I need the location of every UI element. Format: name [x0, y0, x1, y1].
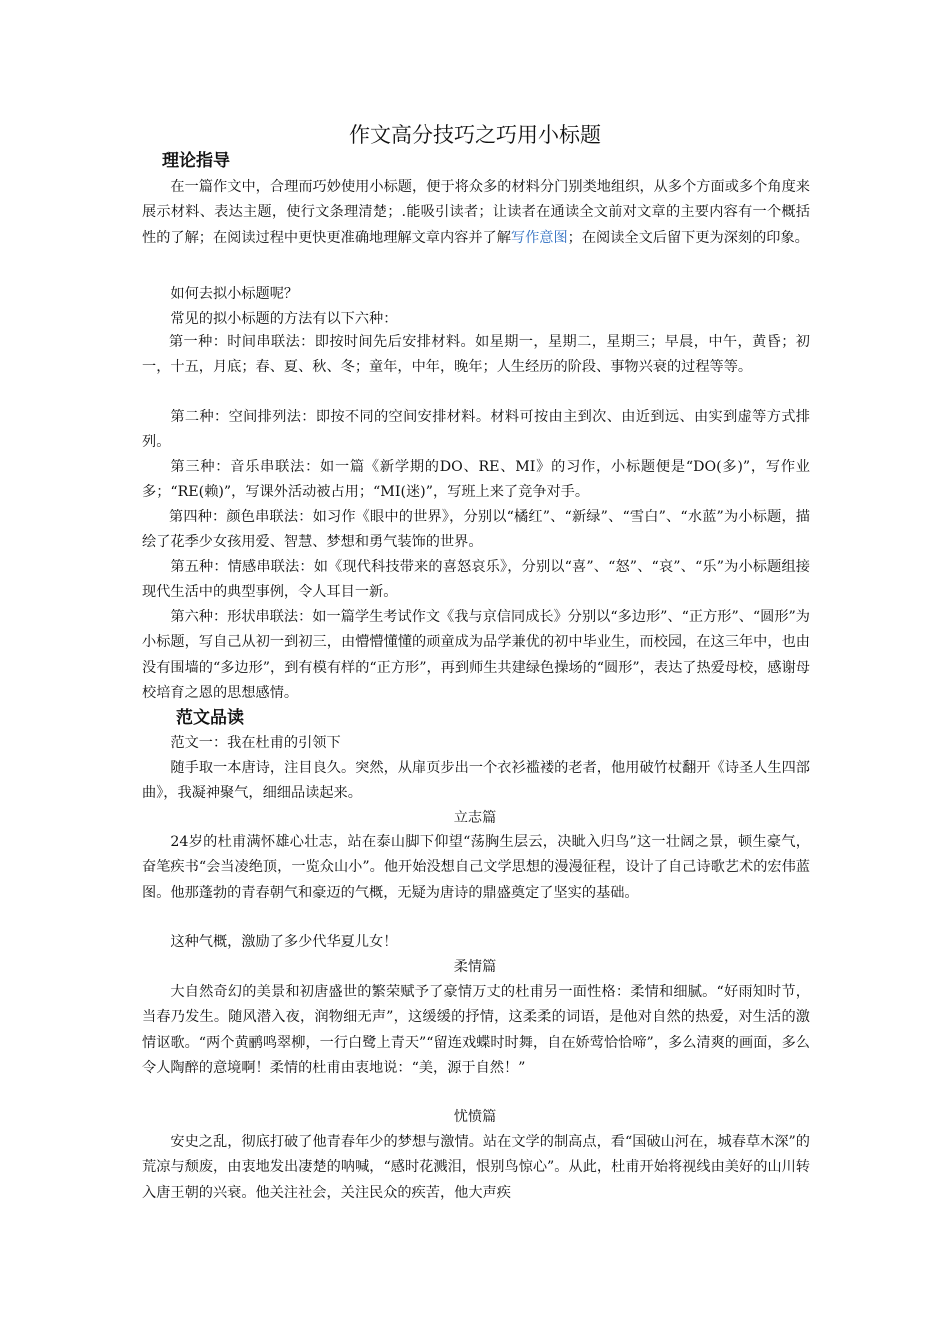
essay-part-text: 24岁的杜甫满怀雄心壮志，站在泰山脚下仰望“荡胸生层云，决眦入归鸟”这一壮阔之景，顿生豪气，奋笔疾书“会当凌绝顶，一览众山小”。他开始没想自己文学思想的漫漫征程，设计了自己诗歌艺术的宏伟蓝图。他那蓬勃的青春朝气和豪迈的气概，无疑为唐诗的鼎盛奠定了坚实的基础。	[142, 834, 810, 901]
essay-intro: 随手取一本唐诗，注目良久。突然，从扉页步出一个衣衫褴褛的老者，他用破竹杖翻开《诗圣人生四部曲》，我凝神聚气，细细品读起来。	[142, 760, 810, 802]
intro-tail: ；在阅读全文后留下更为深刻的印象。	[567, 229, 809, 246]
essay-part-remark: 这种气概，激励了多少代华夏儿女！	[170, 934, 398, 950]
essay-part-title: 柔情篇	[453, 959, 497, 975]
essay-part-text: 大自然奇幻的美景和初唐盛世的繁荣赋予了豪情万丈的杜甫另一面性格：柔情和细腻。“好雨知时节，当春乃发生。随风潜入夜，润物细无声”，这缓缓的抒情，这柔柔的词语，是他对自然的热爱，对生活的激情讴歌。“两个黄鹂鸣翠柳，一行白鹭上青天”“留连戏蝶时时舞，自在娇莺恰恰啼”，多么清爽的画面，多么令人陶醉的意境啊！柔情的杜甫由衷地说：“美，源于自然！”	[142, 984, 810, 1076]
page-title: 作文高分技巧之巧用小标题	[349, 123, 601, 147]
essay-title: 范文一：我在杜甫的引领下	[170, 735, 341, 751]
method-item: 第六种：形状串联法：如一篇学生考试作文《我与京信同成长》分别以“多边形”、“正方形”、“圆形”为小标题，写自己从初一到初三，由懵懵懂懂的顽童成为品学兼优的初中毕业生，而校园，在这三年中，也由没有围墙的“多边形”，到有模有样的“正方形”，再到师生共建绿色操场的“圆形”，表达了热爱母校，感谢母校培育之恩的思想感情。	[142, 609, 810, 701]
intro-text: 在一篇作文中，合理而巧妙使用小标题，便于将众多的材料分门别类地组织，从多个方面或多个角度来展示材料、表达主题，使行文条理清楚；.能吸引读者；让读者在通读全文前对文章的主要内容有一个概括性的了解；在阅读过程中更快更准确地理解文章内容并了解	[142, 179, 810, 246]
method-item: 第二种：空间排列法：即按不同的空间安排材料。材料可按由主到次、由近到远、由实到虚等方式排列。	[142, 409, 810, 451]
method-item: 第一种：时间串联法：即按时间先后安排材料。如星期一，星期二，星期三；早晨，中午，黄昏；初一，十五，月底；春、夏、秋、冬；童年，中年，晚年；人生经历的阶段、事物兴衰的过程等等。	[142, 334, 810, 376]
method-item: 第五种：情感串联法：如《现代科技带来的喜怒哀乐》，分别以“喜”、“怒”、“哀”、“乐”为小标题组接现代生活中的典型事例，令人耳目一新。	[142, 559, 810, 601]
section-heading-examples: 范文品读	[176, 708, 244, 728]
methods-intro: 常见的拟小标题的方法有以下六种：	[170, 311, 398, 327]
intro-paragraph	[142, 175, 810, 251]
essay-part-title: 立志篇	[453, 810, 497, 826]
essay-part-text: 安史之乱，彻底打破了他青春年少的梦想与激情。站在文学的制高点，看“国破山河在，城春草木深”的荒凉与颓废，由衷地发出凄楚的呐喊，“感时花溅泪，恨别鸟惊心”。从此，杜甫开始将视线由美好的山川转入唐王朝的兴衰。他关注社会，关注民众的疾苦，他大声疾	[142, 1134, 810, 1201]
method-item: 第三种：音乐串联法：如一篇《新学期的DO、RE、MI》的习作，小标题便是“DO(多)”，写作业多；“RE(赖)”，写课外活动被占用；“MI(迷)”，写班上来了竞争对手。	[142, 459, 810, 501]
question-line: 如何去拟小标题呢？	[170, 286, 299, 302]
method-item: 第四种：颜色串联法：如习作《眼中的世界》，分别以“橘红”、“新绿”、“雪白”、“水蓝”为小标题，描绘了花季少女孩用爱、智慧、梦想和勇气装饰的世界。	[142, 509, 810, 551]
essay-part-title: 忧愤篇	[453, 1109, 497, 1125]
writing-intent-link[interactable]: 写作意图	[510, 229, 568, 246]
section-heading-theory: 理论指导	[162, 151, 230, 171]
